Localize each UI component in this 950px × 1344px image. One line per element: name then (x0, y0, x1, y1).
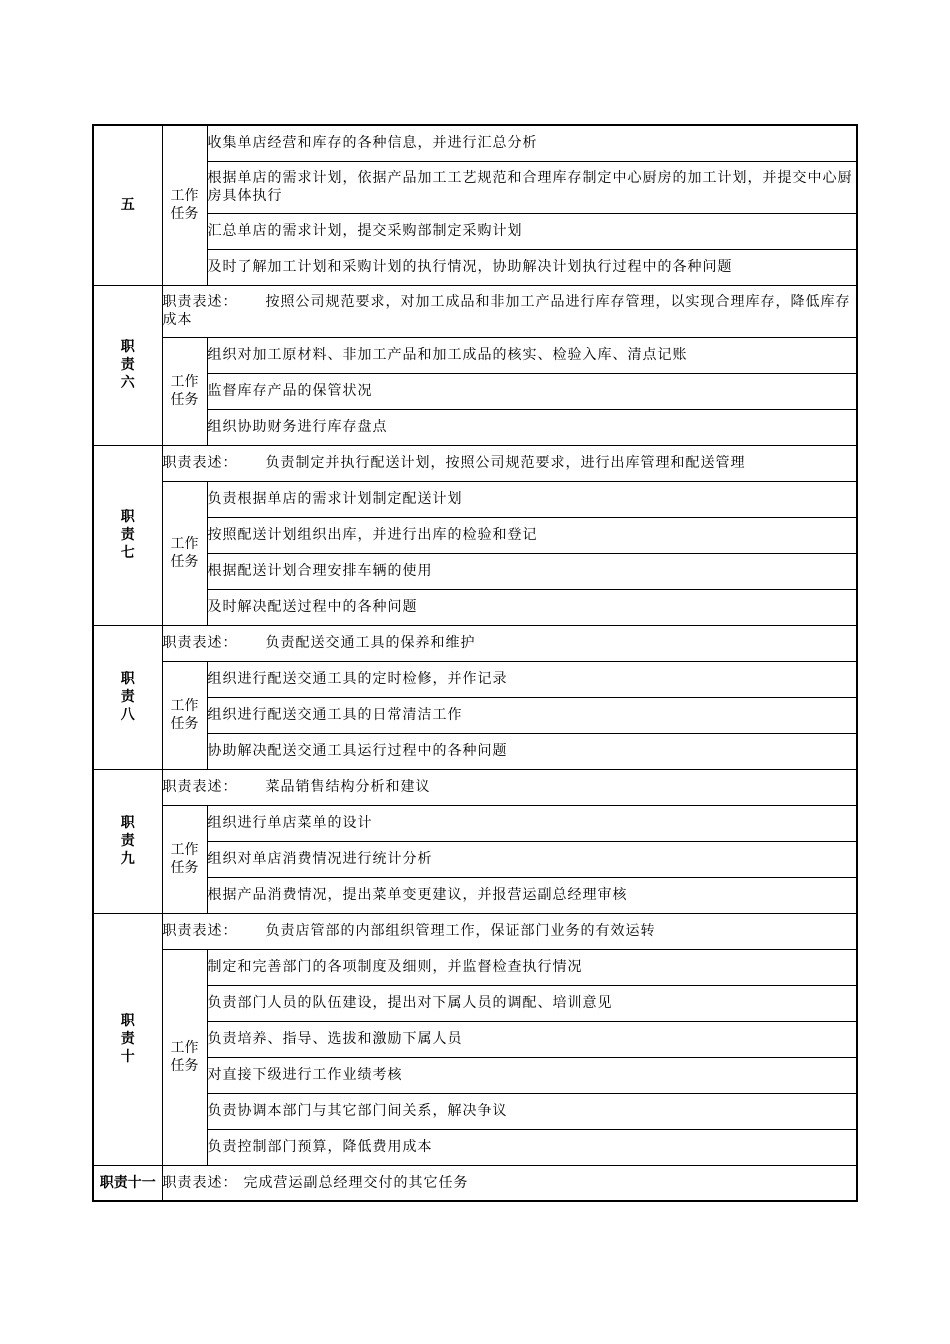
description-label: 职责表述： (162, 1174, 238, 1191)
duty-description (162, 769, 857, 805)
description-label: 职责表述： (162, 455, 238, 471)
task-item: 组织对加工原材料、非加工产品和加工成品的核实、检验入库、清点记账 (207, 337, 857, 373)
task-label: 工作任务 (162, 337, 207, 445)
table-row (93, 985, 857, 1021)
duty-title: 职责十一 (93, 1165, 162, 1201)
task-item: 组织进行配送交通工具的日常清洁工作 (207, 697, 857, 733)
task-item: 监督库存产品的保管状况 (207, 373, 857, 409)
task-label: 工作任务 (162, 805, 207, 913)
duty-title: 职责六 (93, 285, 162, 445)
table-row (93, 625, 857, 661)
task-label: 工作任务 (162, 661, 207, 769)
task-item: 负责协调本部门与其它部门间关系，解决争议 (207, 1093, 857, 1129)
duty-title: 职责九 (93, 769, 162, 913)
task-item: 组织协助财务进行库存盘点 (207, 409, 857, 445)
duty-title: 职责八 (93, 625, 162, 769)
table-row (93, 161, 857, 213)
table-row (93, 769, 857, 805)
task-item: 组织对单店消费情况进行统计分析 (207, 841, 857, 877)
table-row (93, 1093, 857, 1129)
description-label: 职责表述： (162, 923, 238, 939)
task-item: 根据配送计划合理安排车辆的使用 (207, 553, 857, 589)
table-row (93, 949, 857, 985)
task-item: 及时了解加工计划和采购计划的执行情况，协助解决计划执行过程中的各种问题 (207, 249, 857, 285)
table-row (93, 1129, 857, 1165)
task-item: 根据单店的需求计划，依据产品加工工艺规范和合理库存制定中心厨房的加工计划，并提交中心厨房具体执行 (207, 161, 857, 213)
duty-description (162, 445, 857, 481)
task-item: 汇总单店的需求计划，提交采购部制定采购计划 (207, 213, 857, 249)
table-row (93, 213, 857, 249)
table-row (93, 913, 857, 949)
task-item: 组织进行单店菜单的设计 (207, 805, 857, 841)
task-item: 制定和完善部门的各项制度及细则，并监督检查执行情况 (207, 949, 857, 985)
duty-description (162, 913, 857, 949)
table-row (93, 409, 857, 445)
table-row (93, 733, 857, 769)
description-text: 负责配送交通工具的保养和维护 (265, 635, 476, 651)
task-label: 工作任务 (162, 481, 207, 625)
table-row (93, 841, 857, 877)
description-text: 按照公司规范要求，对加工成品和非加工产品进行库存管理，以实现合理库存，降低库存成本 (162, 294, 851, 328)
table-row (93, 285, 857, 337)
task-item: 协助解决配送交通工具运行过程中的各种问题 (207, 733, 857, 769)
duty-title: 职责七 (93, 445, 162, 625)
description-text: 负责店管部的内部组织管理工作，保证部门业务的有效运转 (265, 923, 656, 939)
description-label: 职责表述： (162, 294, 238, 310)
task-item: 负责培养、指导、选拔和激励下属人员 (207, 1021, 857, 1057)
duty-title: 职责十 (93, 913, 162, 1165)
table-row (93, 805, 857, 841)
task-item: 收集单店经营和库存的各种信息，并进行汇总分析 (207, 125, 857, 161)
table-row (93, 125, 857, 161)
duty-title: 五 (93, 125, 162, 285)
table-row (93, 1057, 857, 1093)
task-item: 根据产品消费情况，提出菜单变更建议，并报营运副总经理审核 (207, 877, 857, 913)
description-text: 菜品销售结构分析和建议 (265, 779, 431, 795)
table-row (93, 373, 857, 409)
task-label: 工作任务 (162, 949, 207, 1165)
table-row (93, 589, 857, 625)
table-row (93, 877, 857, 913)
table-row (93, 1165, 857, 1201)
task-item: 负责部门人员的队伍建设，提出对下属人员的调配、培训意见 (207, 985, 857, 1021)
duty-description (162, 285, 857, 337)
table-row (93, 697, 857, 733)
description-label: 职责表述： (162, 635, 238, 651)
description-text: 完成营运副总经理交付的其它任务 (243, 1174, 469, 1191)
table-row (93, 661, 857, 697)
task-item: 组织进行配送交通工具的定时检修，并作记录 (207, 661, 857, 697)
duty-description (162, 1165, 857, 1201)
table-row (93, 337, 857, 373)
task-item: 负责控制部门预算，降低费用成本 (207, 1129, 857, 1165)
table-row (93, 553, 857, 589)
table-row (93, 249, 857, 285)
task-label: 工作任务 (162, 125, 207, 285)
task-item: 负责根据单店的需求计划制定配送计划 (207, 481, 857, 517)
table-row (93, 517, 857, 553)
task-item: 按照配送计划组织出库，并进行出库的检验和登记 (207, 517, 857, 553)
task-item: 及时解决配送过程中的各种问题 (207, 589, 857, 625)
task-item: 对直接下级进行工作业绩考核 (207, 1057, 857, 1093)
description-text: 负责制定并执行配送计划，按照公司规范要求，进行出库管理和配送管理 (265, 455, 746, 471)
description-label: 职责表述： (162, 779, 238, 795)
table-row (93, 1021, 857, 1057)
duty-table (92, 124, 858, 1202)
table-row (93, 445, 857, 481)
duty-description (162, 625, 857, 661)
table-row (93, 481, 857, 517)
